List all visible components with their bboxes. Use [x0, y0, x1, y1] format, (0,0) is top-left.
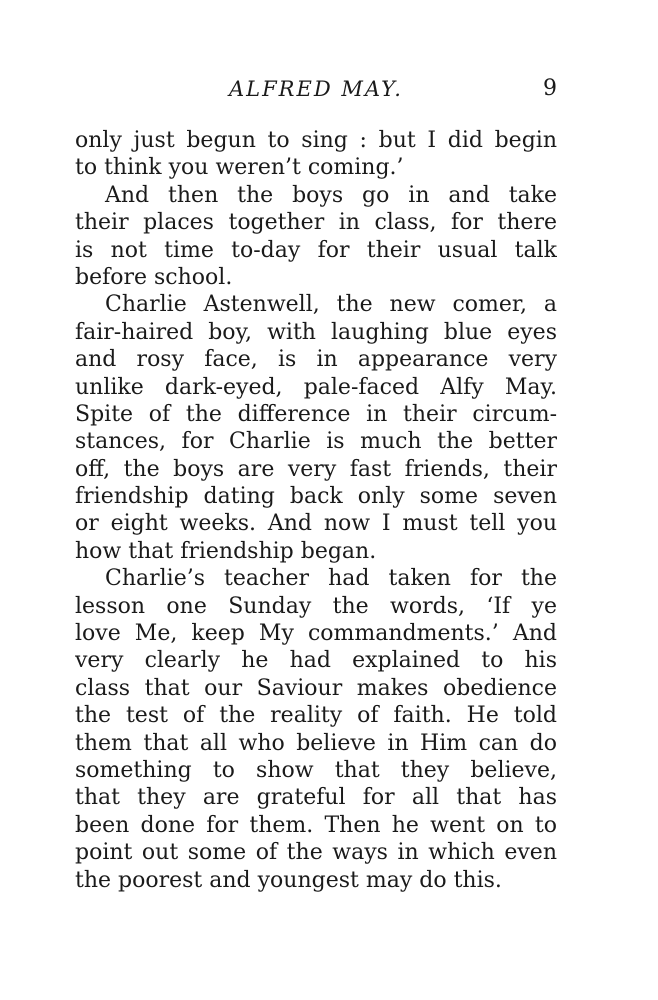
text-line: stances, for Charlie is much the better: [75, 429, 557, 455]
body-text: [75, 127, 557, 894]
text-line: is not time to-day for their usual talk: [75, 237, 557, 263]
text-line: Charlie Astenwell, the new comer, a: [105, 292, 557, 318]
text-line: point out some of the ways in which even: [75, 840, 557, 866]
text-line: lesson one Sunday the words, ‘If ye: [75, 593, 557, 619]
page-number: 9: [543, 76, 557, 101]
text-line: the poorest and youngest may do this.: [75, 867, 502, 893]
text-line: unlike dark-eyed, pale-faced Alfy May.: [75, 374, 557, 400]
page-header: [75, 74, 557, 104]
text-line: that they are grateful for all that has: [75, 785, 557, 811]
text-line: love Me, keep My commandments.’ And: [75, 621, 557, 647]
text-line: Charlie’s teacher had taken for the: [105, 566, 557, 592]
text-line: before school.: [75, 264, 233, 290]
text-line: or eight weeks. And now I must tell you: [75, 511, 557, 537]
text-line: friendship dating back only some seven: [75, 484, 557, 510]
text-line: their places together in class, for there: [75, 210, 557, 236]
text-line: the test of the reality of faith. He told: [75, 703, 557, 729]
text-line: Spite of the difference in their circum-: [75, 401, 557, 427]
text-line: them that all who believe in Him can do: [75, 730, 557, 756]
text-line: class that our Saviour makes obedience: [75, 675, 557, 701]
text-line: And then the boys go in and take: [105, 182, 557, 208]
text-line: and rosy face, is in appearance very: [75, 347, 557, 373]
text-line: only just begun to sing : but I did begin: [75, 128, 557, 153]
text-line: off, the boys are very fast friends, their: [75, 456, 557, 482]
text-line: very clearly he had explained to his: [75, 648, 557, 674]
text-line: to think you weren’t coming.’: [75, 155, 404, 181]
text-line: how that friendship began.: [75, 538, 377, 564]
running-title: ALFRED MAY.: [229, 77, 403, 101]
text-line: been done for them. Then he went on to: [75, 812, 557, 838]
text-line: something to show that they believe,: [75, 757, 557, 783]
text-line: fair-haired boy, with laughing blue eyes: [75, 319, 557, 345]
